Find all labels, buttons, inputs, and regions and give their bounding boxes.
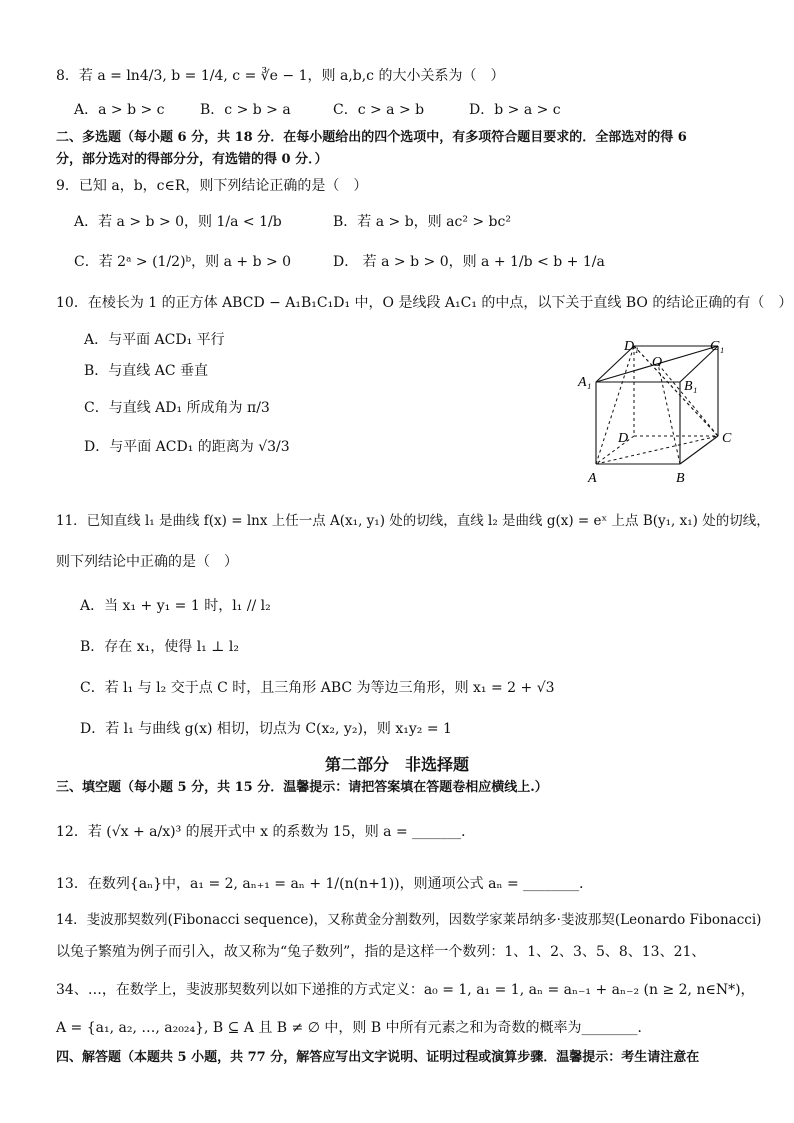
- label-b: B: [676, 471, 685, 486]
- label-c1: C₁: [710, 339, 725, 354]
- q9-option-d: D． 若 a > b > 0，则 a + 1/b < b + 1/a: [333, 254, 605, 270]
- q8-stem: 8．若 a = ln4/3, b = 1/4, c = ∛e − 1，则 a,b,c 的大小关系为（ ）: [56, 68, 505, 84]
- q8-option-d: D．b > a > c: [469, 102, 561, 118]
- label-c: C: [722, 431, 732, 446]
- q10-option-a: A．与平面 ACD₁ 平行: [84, 332, 225, 348]
- q8-option-b: B．c > b > a: [200, 102, 291, 118]
- q10-stem: 10．在棱长为 1 的正方体 ABCD − A₁B₁C₁D₁ 中，O 是线段 A₁C₁ 的中点，以下关于直线 BO 的结论正确的有（ ）: [56, 295, 793, 311]
- q9-option-c: C．若 2ᵃ > (1/2)ᵇ，则 a + b > 0: [74, 254, 292, 270]
- q11-stem-line2: 则下列结论中正确的是（ ）: [56, 554, 238, 570]
- label-a: A: [588, 471, 597, 486]
- q9-option-a: A．若 a > b > 0，则 1/a < 1/b: [74, 214, 282, 230]
- q8-option-a: A．a > b > c: [74, 102, 165, 118]
- q10-option-c: C．与直线 AD₁ 所成角为 π/3: [84, 400, 270, 416]
- q12-stem: 12．若 (√x + a/x)³ 的展开式中 x 的系数为 15，则 a = _______．: [56, 824, 476, 840]
- section2-heading-line2: 分，部分选对的得部分分，有选错的得 0 分．）: [56, 152, 328, 167]
- part2-title: 第二部分 非选择题: [324, 755, 469, 774]
- q14-line3: 34、…，在数学上，斐波那契数列以如下递推的方式定义：a₀ = 1, a₁ = 1, aₙ = aₙ₋₁ + aₙ₋₂ (n ≥ 2, n∈N*)，: [56, 982, 755, 998]
- q14-line4: A = {a₁, a₂, …, a₂₀₂₄}, B ⊆ A 且 B ≠ ∅ 中，则 B 中所有元素之和为奇数的概率为________．: [56, 1020, 652, 1036]
- q14-line1: 14．斐波那契数列(Fibonacci sequence)，又称黄金分割数列，因数学家莱昂纳多·斐波那契(Leonardo Fibonacci): [56, 912, 762, 928]
- q8-option-c: C．c > a > b: [333, 102, 425, 118]
- q11-option-b: B．存在 x₁，使得 l₁ ⊥ l₂: [80, 639, 239, 655]
- q9-option-b: B．若 a > b，则 ac² > bc²: [333, 214, 511, 230]
- label-a1: A₁: [578, 375, 592, 390]
- q11-option-c: C．若 l₁ 与 l₂ 交于点 C 时，且三角形 ABC 为等边三角形，则 x₁ = 2 + √3: [80, 680, 555, 696]
- cube-figure: [572, 332, 752, 492]
- label-o: O: [652, 355, 663, 370]
- q10-option-b: B．与直线 AC 垂直: [84, 363, 209, 379]
- section4-heading: 四、解答题（本题共 5 小题，共 77 分，解答应写出文字说明、证明过程或演算步骤．温馨提示：考生请注意在: [56, 1050, 700, 1065]
- label-d: D: [618, 431, 629, 446]
- section3-heading: 三、填空题（每小题 5 分，共 15 分．温馨提示：请把答案填在答题卷相应横线上.）: [56, 780, 548, 795]
- q14-line2: 以兔子繁殖为例子而引入，故又称为“兔子数列”，指的是这样一个数列：1、1、2、3、5、8、13、21、: [56, 944, 706, 960]
- section2-heading-line1: 二、多选题（每小题 6 分，共 18 分．在每小题给出的四个选项中，有多项符合题目要求的．全部选对的得 6: [56, 130, 687, 145]
- q13-stem: 13．在数列{aₙ}中，a₁ = 2, aₙ₊₁ = aₙ + 1/(n(n+1))，则通项公式 aₙ = ________．: [56, 876, 594, 892]
- label-d1: D₁: [624, 339, 639, 354]
- q11-stem-line1: 11．已知直线 l₁ 是曲线 f(x) = lnx 上任一点 A(x₁, y₁) 处的切线，直线 l₂ 是曲线 g(x) = eˣ 上点 B(y₁, x₁) 处的切线，: [56, 513, 770, 529]
- q10-option-d: D．与平面 ACD₁ 的距离为 √3/3: [84, 439, 290, 455]
- q11-option-a: A．当 x₁ + y₁ = 1 时，l₁ // l₂: [80, 598, 271, 614]
- label-b1: B₁: [684, 379, 698, 394]
- q9-stem: 9．已知 a，b，c∈R，则下列结论正确的是（ ）: [56, 178, 368, 194]
- q11-option-d: D．若 l₁ 与曲线 g(x) 相切，切点为 C(x₂, y₂)，则 x₁y₂ = 1: [80, 721, 452, 737]
